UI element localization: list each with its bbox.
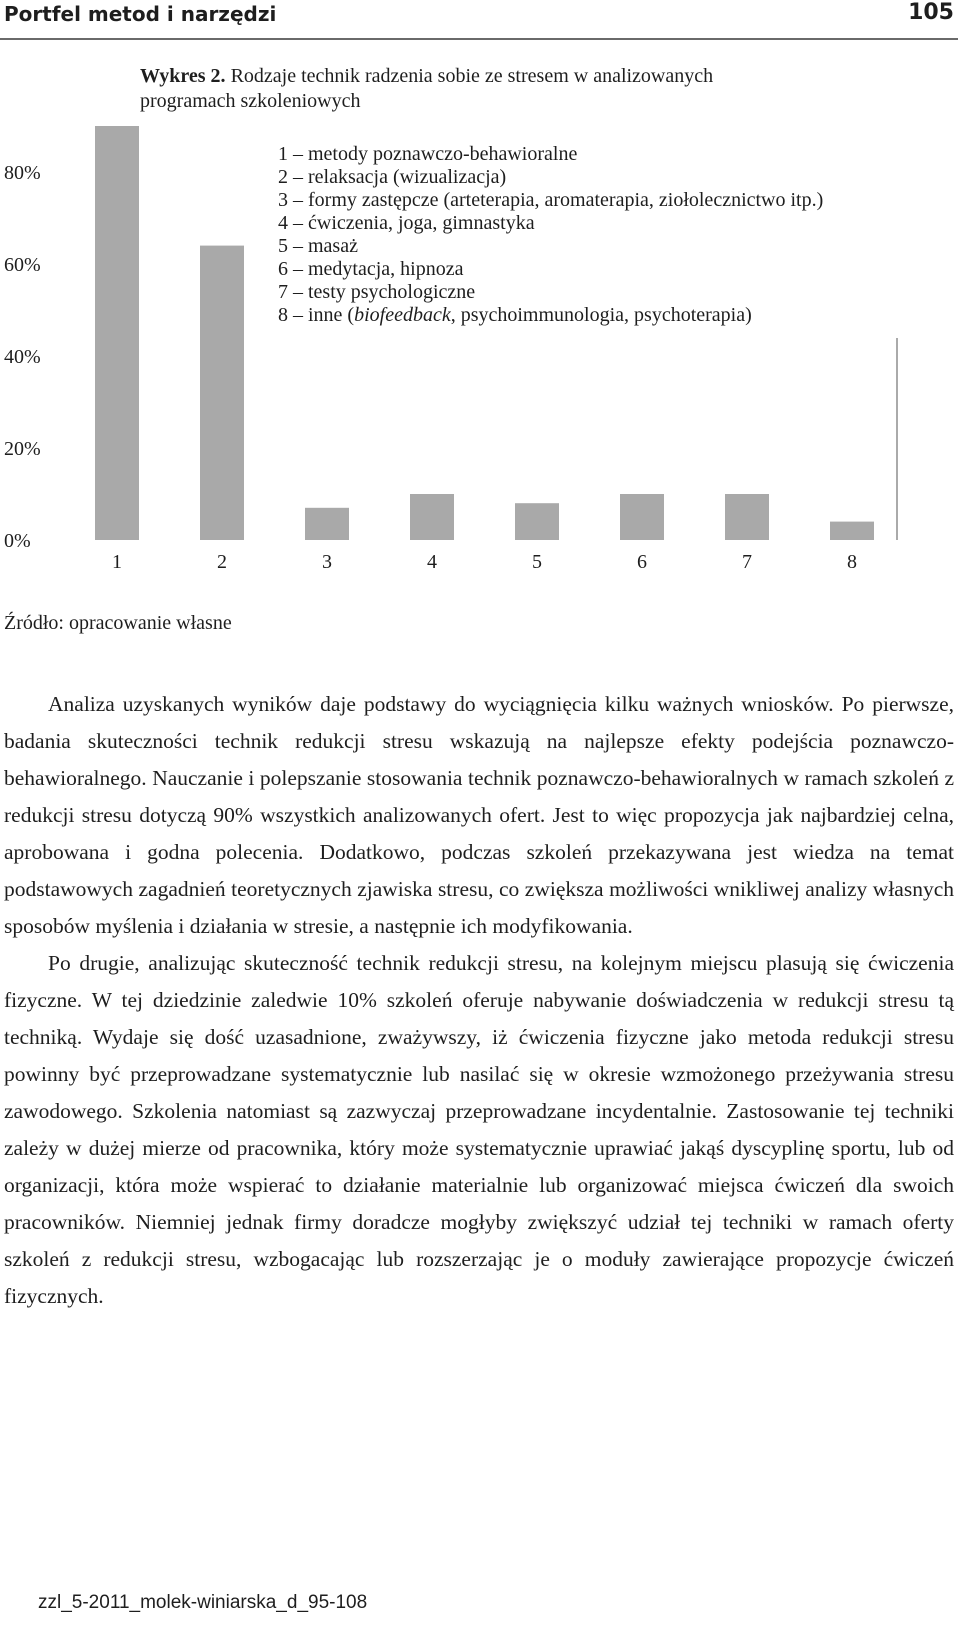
y-tick-label: 80% [4, 162, 41, 184]
x-tick-label: 6 [637, 551, 647, 573]
y-tick-label: 60% [4, 254, 41, 276]
x-tick-label: 5 [532, 551, 542, 573]
page-number: 105 [908, 0, 954, 25]
chart-caption-line1: Rodzaje technik radzenia sobie ze stresem w analizowanych [230, 65, 714, 87]
body-text [4, 686, 954, 1315]
legend-item: 8 – inne (biofeedback, psychoimmunologia, psychoterapia) [278, 304, 752, 326]
bar-5 [515, 503, 559, 540]
x-tick-label: 3 [322, 551, 332, 573]
x-tick-label: 7 [742, 551, 752, 573]
bar-7 [725, 494, 769, 540]
chart-label: Wykres 2. [140, 65, 226, 87]
y-tick-label: 0% [4, 530, 31, 552]
paragraph-2: Po drugie, analizując skuteczność technik redukcji stresu, na kolejnym miejscu plasują się ćwiczenia fizyczne. W tej dziedzinie zaledwie 10% szkoleń oferuje nabywanie doświadczenia w redukcji stresu tą techniką. Wydaje się dość uzasadnione, zważywszy, iż ćwiczenia fizyczne jako metoda redukcji stresu powinny być przeprowadzane systematycznie lub nasilać się w okresie wzmożonego przeżywania stresu zawodowego. Szkolenia natomiast są zazwyczaj przeprowadzane incydentalnie. Zastosowanie tej techniki zależy w dużej mierze od pracownika, który może systematycznie uprawiać jakąś dyscyplinę sportu, lub od organizacji, która może wspierać to działanie materialnie lub organizować miejsca ćwiczeń dla swoich pracowników. Niemniej jednak firmy doradcze mogłyby zwiększyć udział tej techniki w ramach oferty szkoleń z redukcji stresu, wzbogacając lub rozszerzając je o moduły zawierające propozycje ćwiczeń fizycznych. [4, 951, 954, 1308]
x-tick-label: 1 [112, 551, 122, 573]
running-title: Portfel metod i narzędzi [4, 2, 277, 26]
legend-item: 5 – masaż [278, 235, 358, 257]
x-tick-label: 4 [427, 551, 437, 573]
legend-item: 1 – metody poznawczo-behawioralne [278, 143, 578, 165]
legend-item: 7 – testy psychologiczne [278, 281, 476, 303]
y-tick-label: 20% [4, 438, 41, 460]
bar-1 [95, 126, 139, 540]
bar-4 [410, 494, 454, 540]
chart-caption [140, 64, 880, 114]
page-header [0, 0, 958, 40]
footer-file-label: zzl_5-2011_molek-winiarska_d_95-108 [38, 1592, 368, 1613]
legend-item: 4 – ćwiczenia, joga, gimnastyka [278, 212, 535, 234]
legend-item: 2 – relaksacja (wizualizacja) [278, 166, 507, 188]
x-tick-label: 8 [847, 551, 857, 573]
y-tick-label: 40% [4, 346, 41, 368]
bar-6 [620, 494, 664, 540]
bar-2 [200, 246, 244, 540]
x-tick-label: 2 [217, 551, 227, 573]
legend-item: 3 – formy zastępcze (arteterapia, aromaterapia, ziołolecznictwo itp.) [278, 189, 824, 211]
chart-caption-line2: programach szkoleniowych [140, 90, 361, 112]
chart-source: Źródło: opracowanie własne [4, 612, 232, 634]
bar-8 [830, 522, 874, 540]
paragraph-1: Analiza uzyskanych wyników daje podstawy do wyciągnięcia kilku ważnych wniosków. Po pierwsze, badania skuteczności technik redukcji stresu wskazują na najlepsze efekty podejścia poznawczo-behawioralnego. Nauczanie i polepszanie stosowania technik poznawczo-behawioralnych w ramach szkoleń z redukcji stresu dotyczą 90% wszystkich analizowanych ofert. Jest to więc propozycja jak najbardziej celna, aprobowana i godna polecenia. Dodatkowo, podczas szkoleń przekazywana jest wiedza na temat podstawowych zagadnień teoretycznych zjawiska stresu, co zwiększa możliwości wnikliwej analizy własnych sposobów myślenia i działania w stresie, a następnie ich modyfikowania. [4, 692, 954, 938]
bar-chart [0, 120, 960, 600]
bar-3 [305, 508, 349, 540]
legend-item: 6 – medytacja, hipnoza [278, 258, 464, 280]
